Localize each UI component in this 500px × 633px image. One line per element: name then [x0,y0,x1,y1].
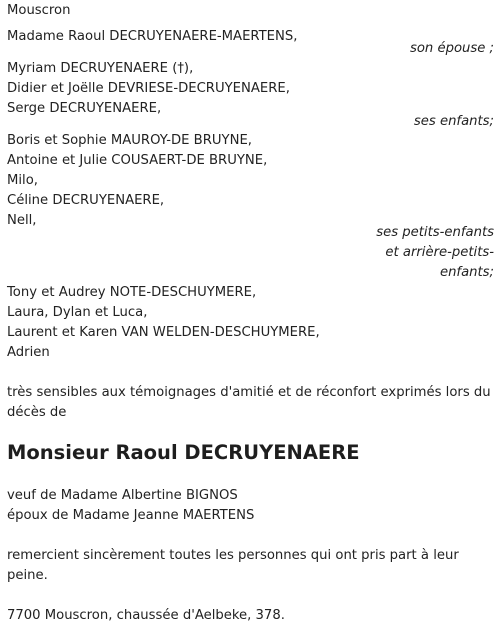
children-role: ses enfants; [413,114,494,129]
grandchildren-role-line: ses petits-enfants [376,225,494,240]
child-name: Serge DECRUYENAERE, [7,101,162,116]
other-family-name: Laurent et Karen VAN WELDEN-DESCHUYMERE, [7,325,320,340]
grandchildren-role-line: enfants; [439,265,494,280]
grandchild-name: Céline DECRUYENAERE, [7,193,165,208]
closing-text-line: remercient sincèrement toutes les personnes qui ont pris part à leur [7,548,459,563]
relation-line: veuf de Madame Albertine BIGNOS [7,488,238,503]
grandchild-name: Boris et Sophie MAUROY-DE BRUYNE, [7,133,252,148]
other-family-name: Adrien [7,345,50,360]
spouse-name: Madame Raoul DECRUYENAERE-MAERTENS, [7,29,298,44]
grandchild-name: Antoine et Julie COUSAERT-DE BRUYNE, [7,153,268,168]
city-heading: Mouscron [7,3,71,18]
grandchild-name: Milo, [7,173,38,188]
other-family-name: Tony et Audrey NOTE-DESCHUYMERE, [7,285,257,300]
thanks-text-line: décès de [7,405,67,420]
grandchildren-role-line: et arrière-petits- [385,245,494,260]
grandchild-name: Nell, [7,213,37,228]
thanks-text-line: très sensibles aux témoignages d'amitié et de réconfort exprimés lors du [7,385,491,400]
other-family-name: Laura, Dylan et Luca, [7,305,148,320]
relation-line: époux de Madame Jeanne MAERTENS [7,508,255,523]
child-name: Myriam DECRUYENAERE (†), [7,61,194,76]
child-name: Didier et Joëlle DEVRIESE-DECRUYENAERE, [7,81,290,96]
closing-text-line: peine. [7,568,48,583]
deceased-name: Monsieur Raoul DECRUYENAERE [7,441,360,464]
spouse-role: son épouse ; [409,41,494,56]
address-line: 7700 Mouscron, chaussée d'Aelbeke, 378. [7,608,285,623]
